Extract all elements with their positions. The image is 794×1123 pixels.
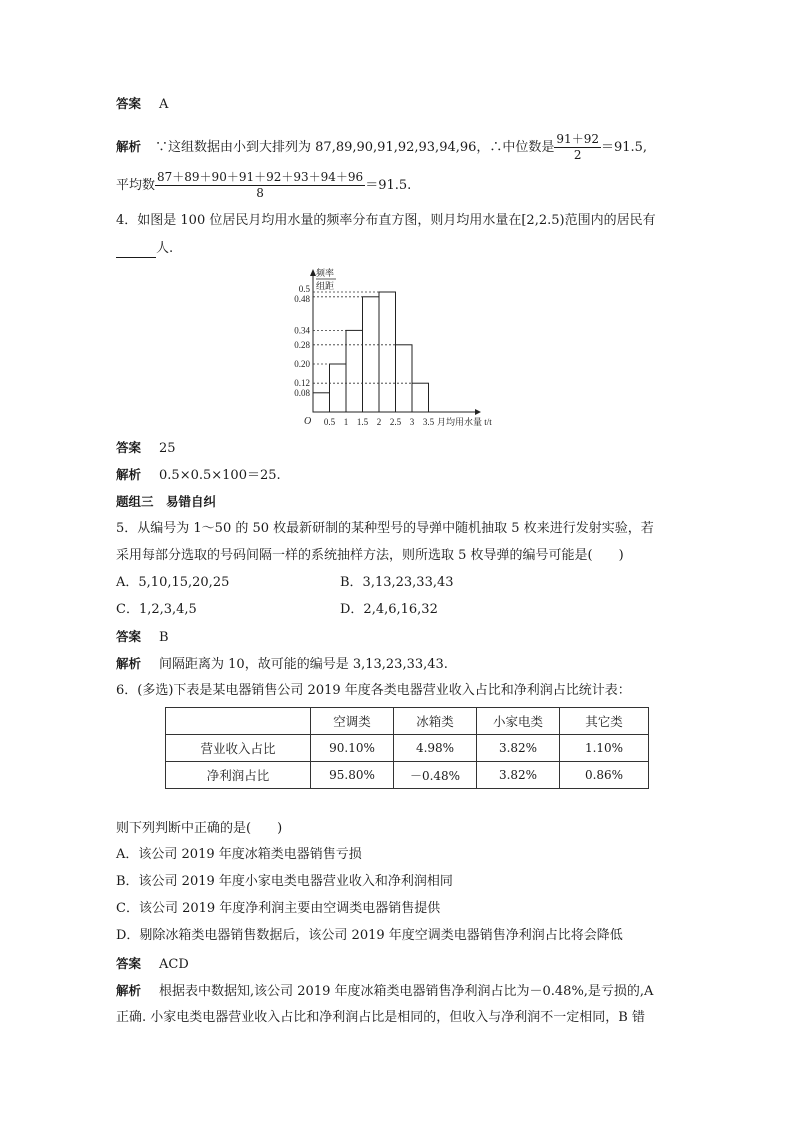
analysis-text: 间隔距离为 10，故可能的编号是 3,13,23,33,43. xyxy=(159,657,448,672)
analysis-text: 0.5×0.5×100＝25. xyxy=(159,468,281,483)
histogram-bar xyxy=(313,393,330,412)
y-tick-label: 0.08 xyxy=(294,387,310,398)
table-cell: 3.82% xyxy=(477,762,560,789)
q6-answer-line xyxy=(116,955,189,974)
q6-option-d: D．剔除冰箱类电器销售数据后，该公司 2019 年度空调类电器销售净利润占比将会降低 xyxy=(116,928,623,943)
y-tick-label: 0.34 xyxy=(294,325,310,336)
x-tick-label: 3 xyxy=(409,417,415,427)
q6-question: 则下列判断中正确的是( ) xyxy=(116,821,283,836)
table-cell: 0.86% xyxy=(560,762,649,789)
q6-option-c: C．该公司 2019 年度净利润主要由空调类电器销售提供 xyxy=(116,901,441,916)
answer-value: ACD xyxy=(159,957,189,972)
histogram-bar xyxy=(379,292,396,412)
table-header-cell: 冰箱类 xyxy=(394,708,477,735)
q6-analysis-line1 xyxy=(116,982,653,1001)
analysis-label: 解析 xyxy=(116,467,142,482)
table-header-row xyxy=(166,708,649,735)
mean-fraction xyxy=(155,170,365,201)
q5-analysis-line xyxy=(116,655,448,674)
answer-value: 25 xyxy=(159,441,176,456)
q3-answer-line xyxy=(116,95,168,114)
q6-option-a: A．该公司 2019 年度冰箱类电器销售亏损 xyxy=(116,847,362,862)
chart-labels xyxy=(294,267,492,427)
table-header-cell: 小家电类 xyxy=(477,708,560,735)
y-axis-label-denominator: 组距 xyxy=(316,281,335,291)
y-tick-label: 0.20 xyxy=(294,359,310,369)
q5-stem-line1: 5．从编号为 1～50 的 50 枚最新研制的某种型号的导弹中随机抽取 5 枚来进行发射实验，若 xyxy=(116,521,654,536)
q6-option-b: B．该公司 2019 年度小家电类电器营业收入和净利润相同 xyxy=(116,874,453,889)
x-tick-label: 2.5 xyxy=(389,417,402,427)
analysis-text: 根据表中数据知,该公司 2019 年度冰箱类电器销售净利润占比为－0.48%,是亏损的,A xyxy=(159,984,654,999)
mean-result: ＝91.5. xyxy=(365,178,412,193)
answer-label: 答案 xyxy=(116,440,142,455)
table-header-cell: 空调类 xyxy=(311,708,394,735)
x-tick-label: 1 xyxy=(343,417,349,427)
origin-label: O xyxy=(304,416,312,427)
q4-stem-line2 xyxy=(116,240,173,258)
table-cell: 4.98% xyxy=(394,735,477,762)
q6-stem: 6．(多选)下表是某电器销售公司 2019 年度各类电器营业收入占比和净利润占比统计表： xyxy=(116,683,631,698)
table-cell: 3.82% xyxy=(477,735,560,762)
table-cell: 95.80% xyxy=(311,762,394,789)
q5-option-a: A．5,10,15,20,25 xyxy=(116,575,230,590)
q5-option-c: C．1,2,3,4,5 xyxy=(116,602,197,617)
q5-stem-line2: 采用每部分选取的号码间隔一样的系统抽样方法，则所选取 5 枚导弹的编号可能是( ) xyxy=(116,548,624,563)
table-cell: －0.48% xyxy=(394,762,477,789)
x-axis-label: 月均用水量 t/t xyxy=(437,417,492,427)
answer-label: 答案 xyxy=(116,96,142,111)
analysis-label: 解析 xyxy=(116,139,142,154)
x-tick-label: 2 xyxy=(376,417,382,427)
median-denominator: 2 xyxy=(573,148,582,162)
table-row xyxy=(166,762,649,789)
histogram-bar xyxy=(412,383,429,412)
mean-numerator: 87＋89＋90＋91＋92＋93＋94＋96 xyxy=(157,170,364,184)
x-axis-arrow xyxy=(475,409,481,415)
x-tick-label: 0.5 xyxy=(323,417,336,427)
histogram-bar xyxy=(346,330,363,412)
q3-mean-line xyxy=(116,170,411,201)
y-tick-label: 0.48 xyxy=(294,293,310,304)
histogram-bar xyxy=(330,364,347,412)
histogram-bar xyxy=(396,345,413,412)
q5-option-d: D．2,4,6,16,32 xyxy=(340,602,438,617)
answer-value: A xyxy=(159,97,169,112)
q4-stem-tail: 人. xyxy=(156,241,174,256)
median-result: ＝91.5, xyxy=(600,140,648,155)
answer-value: B xyxy=(159,630,169,645)
q3-analysis-line xyxy=(116,132,647,163)
q5-option-b: B．3,13,23,33,43 xyxy=(340,575,454,590)
y-tick-label: 0.28 xyxy=(294,339,310,350)
q6-analysis-line2: 正确. 小家电类电器营业收入占比和净利润占比是相同的，但收入与净利润不一定相同，B 错 xyxy=(116,1010,645,1025)
q4-analysis-line xyxy=(116,466,281,485)
table-cell: 营业收入占比 xyxy=(166,735,311,762)
q5-answer-line xyxy=(116,628,169,647)
table-row xyxy=(166,735,649,762)
table-header-cell xyxy=(166,708,311,735)
y-axis-label-numerator: 频率 xyxy=(316,268,335,278)
table-header-cell: 其它类 xyxy=(560,708,649,735)
median-numerator: 91＋92 xyxy=(556,132,599,146)
mean-denominator: 8 xyxy=(256,186,264,200)
mean-label: 平均数 xyxy=(116,178,156,193)
section-heading: 题组三 易错自纠 xyxy=(116,494,217,509)
chart-bars xyxy=(313,292,429,412)
table-cell: 1.10% xyxy=(560,735,649,762)
table-cell: 净利润占比 xyxy=(166,762,311,789)
histogram-chart xyxy=(285,262,500,434)
x-tick-label: 1.5 xyxy=(356,417,369,427)
x-tick-label: 3.5 xyxy=(422,417,435,427)
histogram-bar xyxy=(363,297,380,412)
answer-blank xyxy=(116,243,156,258)
answer-label: 答案 xyxy=(116,956,142,971)
y-tick-label: 0.5 xyxy=(298,284,310,294)
analysis-label: 解析 xyxy=(116,983,142,998)
y-tick-label: 0.12 xyxy=(294,378,310,389)
statistics-table xyxy=(165,707,649,789)
answer-label: 答案 xyxy=(116,629,142,644)
q4-stem-line1: 4．如图是 100 位居民月均用水量的频率分布直方图，则月均用水量在[2,2.5)范围内的居民有 xyxy=(116,213,656,228)
median-fraction xyxy=(554,132,601,163)
analysis-label: 解析 xyxy=(116,656,142,671)
q4-answer-line xyxy=(116,439,176,458)
table-cell: 90.10% xyxy=(311,735,394,762)
analysis-text: ∵这组数据由小到大排列为 87,89,90,91,92,93,94,96，∴中位数是 xyxy=(155,140,555,155)
